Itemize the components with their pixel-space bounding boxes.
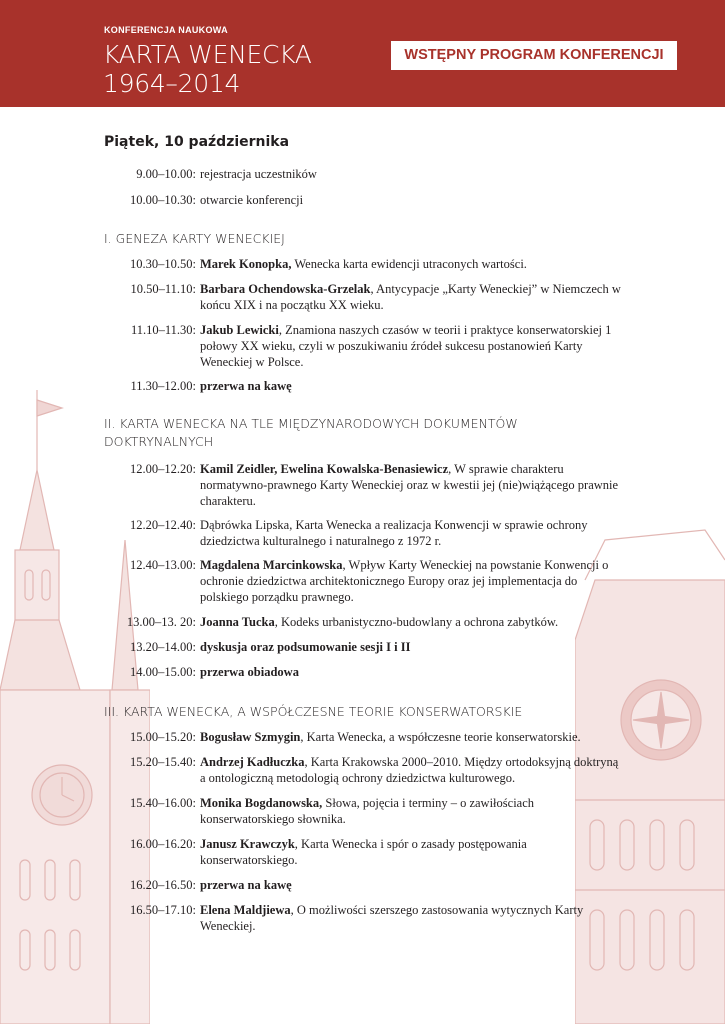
item-description: , Antycypacje „Karty Weneckiej” w Niemczech w końcu XIX i na początku XX wieku. bbox=[200, 282, 621, 312]
item-description: , O możliwości szerszego zastosowania wytycznych Karty Weneckiej. bbox=[200, 903, 584, 933]
item-description: rejestracja uczestników bbox=[200, 167, 317, 181]
item-speaker: Marek Konopka, bbox=[200, 257, 292, 271]
title-line-2: 1964–2014 bbox=[103, 69, 241, 98]
item-description: otwarcie konferencji bbox=[200, 193, 304, 207]
item-time: 15.00–15.20: bbox=[130, 730, 196, 744]
item-speaker: Monika Bogdanowska, bbox=[200, 796, 323, 810]
item-text bbox=[200, 192, 625, 208]
item-time: 9.00–10.00: bbox=[136, 167, 196, 181]
item-text bbox=[200, 517, 625, 549]
item-description: , Karta Wenecka, a współczesne teorie konserwatorskie. bbox=[300, 730, 581, 744]
item-text bbox=[200, 166, 625, 182]
item-text bbox=[200, 639, 625, 655]
section-title: III. KARTA WENECKA, A WSPÓŁCZESNE TEORIE KONSERWATORSKIE bbox=[104, 704, 523, 719]
item-description: , Karta Wenecka i spór o zasady postępowania konserwatorskiego. bbox=[200, 837, 527, 867]
program-badge: WSTĘPNY PROGRAM KONFERENCJI bbox=[391, 41, 677, 70]
item-text bbox=[200, 664, 625, 680]
item-time: 13.20–14.00: bbox=[130, 640, 196, 654]
item-speaker: Barbara Ochendowska-Grzelak bbox=[200, 282, 371, 296]
item-speaker: Elena Maldjiewa bbox=[200, 903, 291, 917]
item-text bbox=[200, 322, 625, 370]
item-text bbox=[200, 754, 625, 786]
item-speaker: Kamil Zeidler, Ewelina Kowalska-Benasiewicz bbox=[200, 462, 449, 476]
item-time: 13.00–13. 20: bbox=[126, 615, 196, 629]
item-speaker: Magdalena Marcinkowska bbox=[200, 558, 343, 572]
item-time: 16.20–16.50: bbox=[130, 878, 196, 892]
item-time: 10.50–11.10: bbox=[130, 282, 196, 296]
item-text bbox=[200, 902, 625, 934]
item-time: 10.30–10.50: bbox=[130, 257, 196, 271]
item-time: 15.40–16.00: bbox=[130, 796, 196, 810]
item-description: Dąbrówka Lipska, Karta Wenecka a realizacja Konwencji w sprawie ochrony dziedzictwa kulturalnego i naturalnego z 1972 r. bbox=[200, 518, 588, 548]
item-speaker: Andrzej Kadłuczka bbox=[200, 755, 305, 769]
conference-kicker: KONFERENCJA NAUKOWA bbox=[104, 25, 228, 35]
item-description: Wenecka karta ewidencji utraconych wartości. bbox=[291, 257, 527, 271]
item-text bbox=[200, 256, 625, 272]
item-time: 12.20–12.40: bbox=[130, 518, 196, 532]
item-description: , Kodeks urbanistyczno-budowlany a ochrona zabytków. bbox=[274, 615, 559, 629]
item-speaker: Bogusław Szmygin bbox=[200, 730, 301, 744]
item-time: 11.30–12.00: bbox=[130, 379, 196, 393]
item-text bbox=[200, 614, 625, 630]
item-speaker: Jakub Lewicki bbox=[200, 323, 279, 337]
day-heading: Piątek, 10 października bbox=[104, 134, 290, 150]
item-speaker: Joanna Tucka bbox=[200, 615, 275, 629]
item-description: Słowa, pojęcia i terminy – o zawiłościach konserwatorskiego słownika. bbox=[200, 796, 535, 826]
section-title: II. KARTA WENECKA NA TLE MIĘDZYNARODOWYCH DOKUMENTÓW DOKTRYNALNYCH bbox=[104, 416, 518, 449]
item-time: 16.50–17.10: bbox=[130, 903, 196, 917]
item-text bbox=[200, 795, 625, 827]
item-text bbox=[200, 281, 625, 313]
item-time: 10.00–10.30: bbox=[130, 193, 196, 207]
item-text bbox=[200, 378, 625, 394]
item-time: 12.40–13.00: bbox=[130, 558, 196, 572]
item-description: , Wpływ Karty Weneckiej na powstanie Konwencji o ochronie dziedzictwa architektonicznego Europy oraz jej implementacja do polskiego porządku prawnego. bbox=[200, 558, 609, 604]
item-text bbox=[200, 836, 625, 868]
item-time: 16.00–16.20: bbox=[130, 837, 196, 851]
title-line-1: KARTA WENECKA bbox=[103, 40, 312, 69]
section-title: I. GENEZA KARTY WENECKIEJ bbox=[104, 231, 285, 246]
item-text bbox=[200, 557, 625, 605]
item-speaker: przerwa na kawę bbox=[200, 878, 292, 892]
item-text bbox=[200, 877, 625, 893]
item-speaker: przerwa obiadowa bbox=[200, 665, 299, 679]
item-text bbox=[200, 729, 625, 745]
item-time: 11.10–11.30: bbox=[130, 323, 196, 337]
item-speaker: dyskusja oraz podsumowanie sesji I i II bbox=[200, 640, 411, 654]
item-description: , W sprawie charakteru normatywno-prawnego Karty Weneckiej oraz w kwestii jej (nie)wiążącego prawnie charakteru. bbox=[200, 462, 619, 508]
item-time: 12.00–12.20: bbox=[130, 462, 196, 476]
item-time: 14.00–15.00: bbox=[130, 665, 196, 679]
item-speaker: Janusz Krawczyk bbox=[200, 837, 295, 851]
item-time: 15.20–15.40: bbox=[130, 755, 196, 769]
item-description: , Znamiona naszych czasów w teorii i praktyce konserwatorskiej 1 połowy XX wieku, czyli w poszukiwaniu źródeł sukcesu postanowień Karty Weneckiej w Polsce. bbox=[200, 323, 612, 369]
item-text bbox=[200, 461, 625, 509]
item-speaker: przerwa na kawę bbox=[200, 379, 292, 393]
item-description: , Karta Krakowska 2000–2010. Między ortodoksyjną doktryną a ontologiczną metodologią ochrony dziedzictwa kulturowego. bbox=[200, 755, 619, 785]
